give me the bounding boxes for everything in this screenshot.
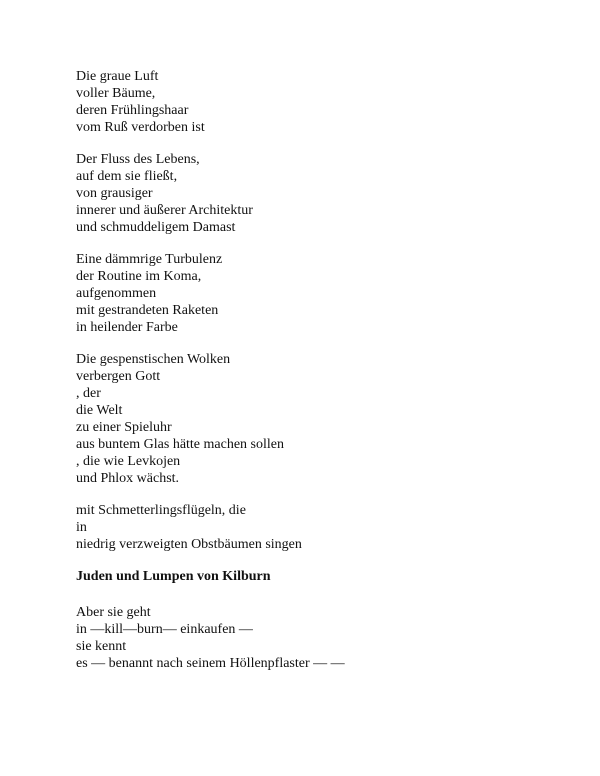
poem-line: mit gestrandeten Raketen [76,303,219,318]
poem-line: in —kill—burn— einkaufen — [76,622,253,637]
stanza-2 [76,151,556,236]
poem-line: , der [76,386,101,401]
poem-line: niedrig verzweigten Obstbäumen singen [76,537,302,552]
stanza-1 [76,68,556,136]
poem-line: Der Fluss des Lebens, [76,152,200,167]
poem-line: Eine dämmrige Turbulenz [76,252,223,267]
poem-line: in [76,520,87,535]
stanza-4 [76,351,556,487]
poem-line: voller Bäume, [76,86,156,101]
document-page [76,68,556,687]
poem-line: und schmuddeligem Damast [76,220,236,235]
stanza-5 [76,502,556,553]
poem-line: aus buntem Glas hätte machen sollen [76,437,284,452]
poem-line: Die graue Luft [76,69,159,84]
poem-line: Die gespenstischen Wolken [76,352,231,367]
poem-line: Aber sie geht [76,605,151,620]
poem-line: verbergen Gott [76,369,161,384]
poem-line: der Routine im Koma, [76,269,202,284]
poem-heading: Juden und Lumpen von Kilburn [76,569,271,584]
poem-line: es — benannt nach seinem Höllenpflaster — — [76,656,345,671]
stanza-final [76,604,556,672]
poem-line: sie kennt [76,639,127,654]
poem-line: , die wie Levkojen [76,454,181,469]
poem-line: von grausiger [76,186,153,201]
poem-line: innerer und äußerer Architektur [76,203,253,218]
stanza-3 [76,251,556,336]
poem-line: in heilender Farbe [76,320,178,335]
poem-line: deren Frühlingshaar [76,103,189,118]
poem-line: vom Ruß verdorben ist [76,120,205,135]
poem-line: und Phlox wächst. [76,471,180,486]
poem-line: aufgenommen [76,286,157,301]
poem-line: mit Schmetterlingsflügeln, die [76,503,246,518]
poem-line: die Welt [76,403,123,418]
poem-line: zu einer Spieluhr [76,420,172,435]
poem-line: auf dem sie fließt, [76,169,178,184]
